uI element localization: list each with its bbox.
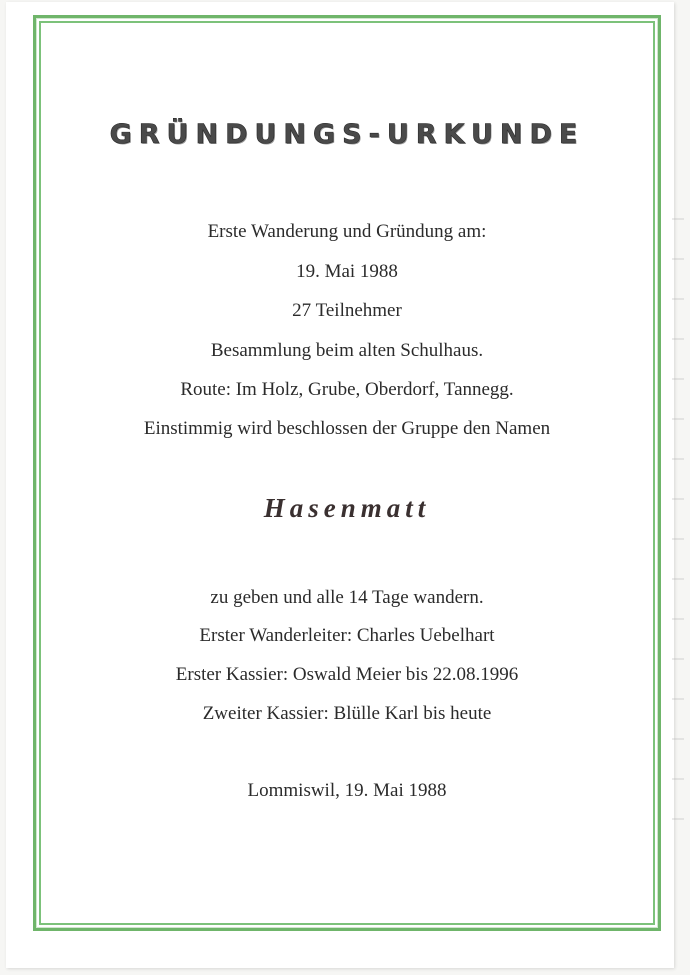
text-line-hiking-schedule: zu geben und alle 14 Tage wandern. xyxy=(210,587,484,608)
scan-edge-shadow xyxy=(672,180,684,830)
text-line-decision: Einstimmig wird beschlossen der Gruppe den Namen xyxy=(143,418,551,439)
certificate-title: GRÜNDUNGS-URKUNDE xyxy=(109,119,585,150)
text-line-route: Route: Im Holz, Grube, Oberdorf, Tannegg. xyxy=(180,379,514,400)
text-line-meeting-point: Besammlung beim alten Schulhaus. xyxy=(210,340,484,361)
text-line-first-leader: Erster Wanderleiter: Charles Uebelhart xyxy=(199,625,495,646)
text-line-date: 19. Mai 1988 xyxy=(296,261,398,282)
text-line-first-treasurer: Erster Kassier: Oswald Meier bis 22.08.1996 xyxy=(175,664,519,685)
text-line-participants: 27 Teilnehmer xyxy=(292,300,402,321)
text-line-second-treasurer: Zweiter Kassier: Blülle Karl bis heute xyxy=(202,703,492,724)
text-line-founding: Erste Wanderung und Gründung am: xyxy=(207,221,487,242)
certificate-content xyxy=(39,21,655,925)
place-and-date: Lommiswil, 19. Mai 1988 xyxy=(247,780,447,801)
group-name: Hasenmatt xyxy=(263,493,431,523)
